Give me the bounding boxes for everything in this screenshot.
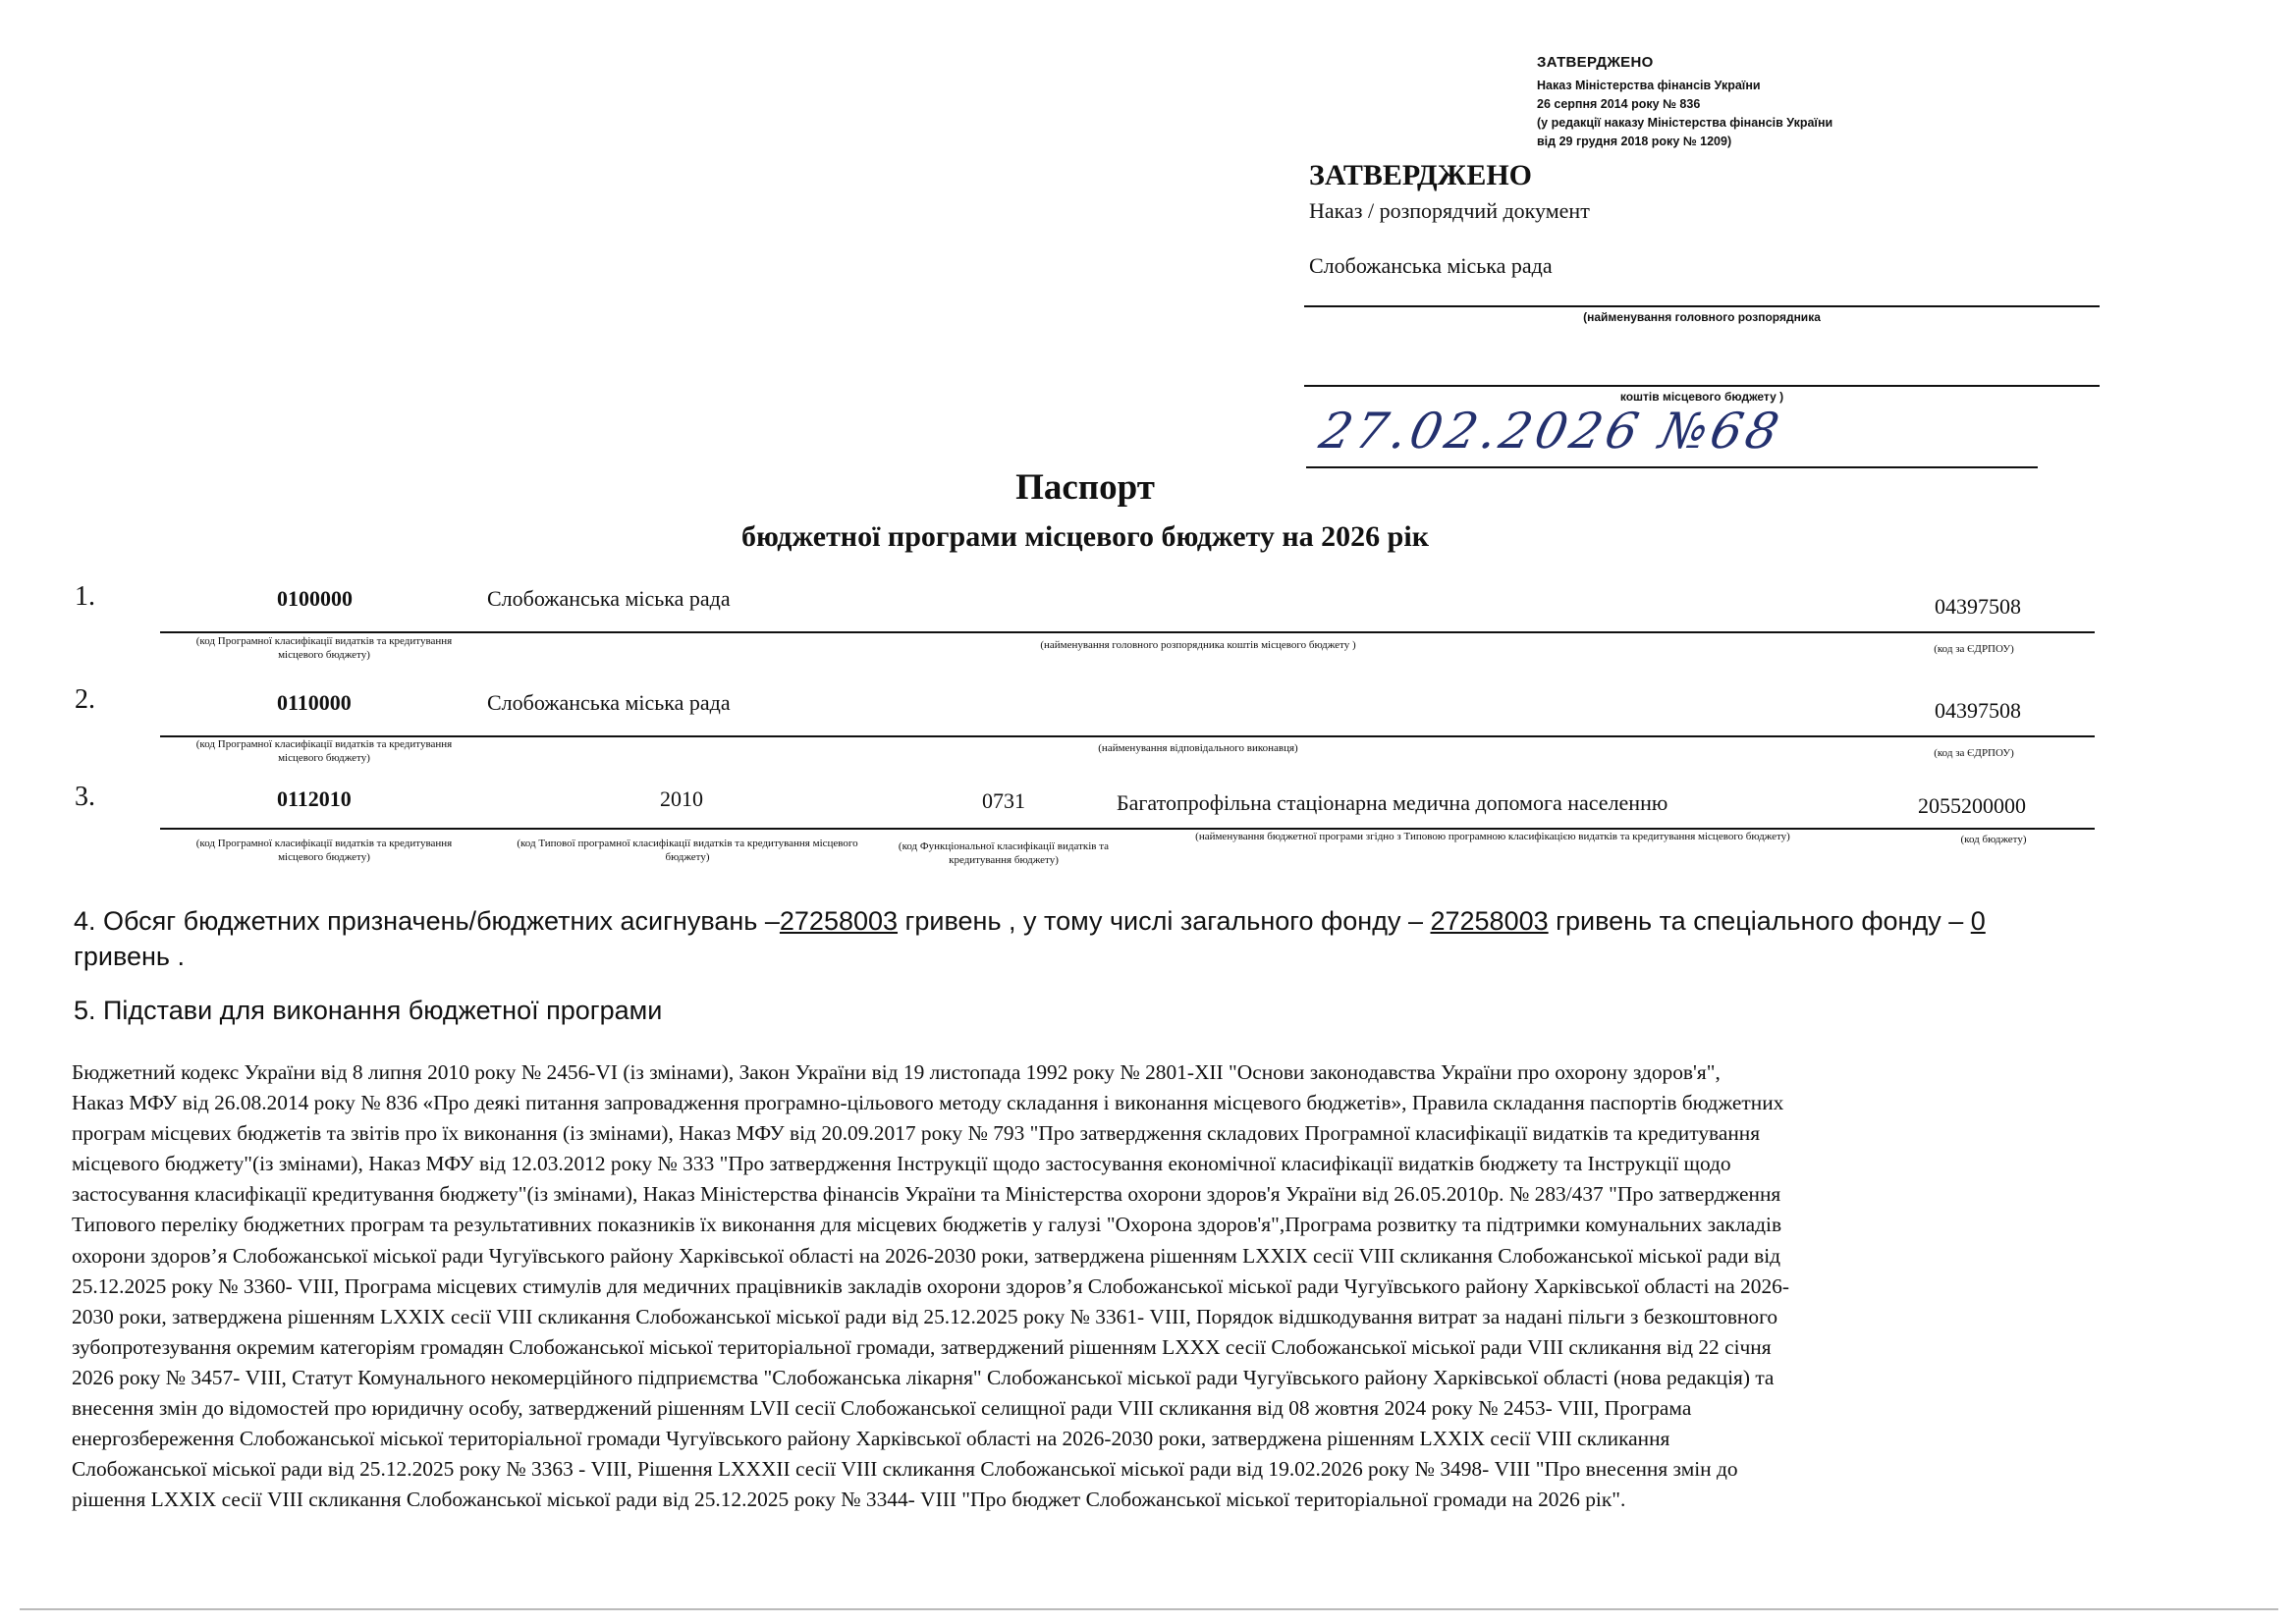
document-subtitle: бюджетної програми місцевого бюджету на 2026 рік — [741, 520, 1429, 553]
legal-line: програм місцевих бюджетів та звітів про їх виконання (із змінами), Наказ МФУ від 20.09.2017 року № 793 "Про затвердження складових Програмної класифікації видатків та кредитування — [72, 1121, 1761, 1146]
legal-line: 2030 роки, затверджена рішенням LXXIX сесії VIII скликання Слобожанської міської ради від 25.12.2025 року № 3361- VIII, Порядок відшкодування витрат за надані пільги з безкоштовного — [72, 1304, 1778, 1328]
page-bottom-edge — [20, 1608, 2278, 1610]
row-1-edrpou: 04397508 — [1935, 594, 2021, 619]
top-approval-stamp — [1537, 54, 1949, 151]
legal-line: охорони здоров’я Слобожанської міської ради Чугуївського району Харківської області на 2026-2030 роки, затверджена рішенням LXXIX сесії VIII скликання Слобожанської міської ради від — [72, 1243, 1781, 1268]
approval-caption-1: (найменування головного розпорядника — [1583, 310, 1821, 324]
row-3-caption-functional: (код Функціональної класифікації видатків та кредитування бюджету) — [898, 840, 1110, 866]
row-1-caption-edrpou: (код за ЄДРПОУ) — [1934, 643, 2014, 655]
approval-title: ЗАТВЕРДЖЕНО — [1309, 159, 1532, 191]
section4-middle-1: гривень , у тому числі загального фонду – — [898, 906, 1431, 936]
section4-special-fund: 0 — [1970, 906, 1986, 936]
row-1-caption-code: (код Програмної класифікації видатків та кредитування місцевого бюджету) — [195, 635, 453, 661]
section4-total-amount: 27258003 — [779, 906, 899, 936]
row-3-caption-budget: (код бюджету) — [1960, 834, 2027, 845]
row-1-name: Слобожанська міська рада — [487, 586, 731, 611]
legal-line: 25.12.2025 року № 3360- VIII, Програма місцевих стимулів для медичних працівників закладів охорони здоров’я Слобожанської міської ради Чугуївського району Харківської області на 2026- — [72, 1273, 1789, 1298]
row-2-program-code: 0110000 — [277, 690, 352, 715]
legal-line: Типового переліку бюджетних програм та результативних показників їх виконання для місцевих бюджетів у галузі "Охорона здоров'я",Програма розвитку та підтримки комунальних закладів — [72, 1213, 1782, 1237]
approval-caption-2: коштів місцевого бюджету ) — [1619, 390, 1784, 404]
section4-prefix: 4. Обсяг бюджетних призначень/бюджетних асигнувань – — [74, 906, 780, 936]
row-2-caption-name: (найменування відповідального виконавця) — [1098, 742, 1298, 754]
row-2-caption-code: (код Програмної класифікації видатків та кредитування місцевого бюджету) — [195, 738, 453, 764]
legal-line: застосування класифікації кредитування бюджету"(із змінами), Наказ Міністерства фінансів України та Міністерства охорони здоров'я України від 26.05.2010р. № 283/437 "Про затвердження — [72, 1182, 1781, 1207]
top-stamp-line: від 29 грудня 2018 року № 1209) — [1537, 135, 1732, 148]
section5-title: 5. Підстави для виконання бюджетної програми — [74, 996, 663, 1025]
row-3-caption-typical: (код Типової програмної класифікації видатків та кредитування місцевого бюджету) — [517, 838, 858, 863]
approval-rule-2 — [1304, 385, 2100, 387]
top-stamp-line: Наказ Міністерства фінансів України — [1537, 79, 1761, 92]
row-3-caption-code: (код Програмної класифікації видатків та кредитування місцевого бюджету) — [195, 838, 453, 863]
legal-line: енергозбереження Слобожанської міської територіальної громади Чугуївського району Харківської області на 2026-2030 роки, затверджена рішенням LXXIX сесії VIII скликання — [72, 1427, 1670, 1451]
legal-line: Наказ МФУ від 26.08.2014 року № 836 «Про деякі питання запровадження програмно-цільового методу складання і виконання місцевого бюджетів», Правила складання паспортів бюджетних — [72, 1091, 1784, 1115]
row-3-budget-code: 2055200000 — [1918, 793, 2026, 818]
row-1-caption-name: (найменування головного розпорядника коштів місцевого бюджету ) — [1040, 639, 1356, 651]
top-stamp-heading: ЗАТВЕРДЖЕНО — [1537, 54, 1654, 71]
document-title: Паспорт — [1015, 467, 1155, 508]
legal-line: Бюджетний кодекс України від 8 липня 2010 року № 2456-VI (із змінами), Закон України від 19 листопада 1992 року № 2801-XII "Основи законодавства України про охорону здоров'я", — [72, 1060, 1721, 1084]
legal-line: 2026 року № 3457- VIII, Статут Комунального некомерційного підприємства "Слобожанська лікарня" Слобожанської міської ради Чугуївського району Харківської області (нова редакція) та — [72, 1365, 1775, 1389]
legal-line: місцевого бюджету"(із змінами), Наказ МФУ від 12.03.2012 року № 333 "Про затвердження Інструкції щодо застосування економічної класифікації видатків бюджету та Інструкції щодо — [72, 1152, 1731, 1176]
legal-line: Слобожанської міської ради від 25.12.2025 року № 3363 - VIII, Рішення LXXXII сесії VIII скликання Слобожанської міської ради від 19.02.2026 року № 3498- VIII "Про внесення змін до — [72, 1457, 1738, 1482]
row-3-program-code: 0112010 — [277, 786, 352, 811]
section4-middle-2: гривень та спеціального фонду – — [1548, 906, 1971, 936]
row-1-number: 1. — [75, 581, 95, 612]
top-stamp-line: 26 серпня 2014 року № 836 — [1537, 97, 1701, 111]
row-3-name: Багатопрофільна стаціонарна медична допомога населенню — [1117, 790, 1668, 815]
row-1-program-code: 0100000 — [277, 586, 353, 611]
section4-general-fund: 27258003 — [1430, 906, 1549, 936]
legal-line: внесення змін до відомостей про юридичну особу, затверджений рішенням LVII сесії Слобожанської селищної ради VIII скликання від 08 жовтня 2024 року № 2453- VIII, Програма — [72, 1396, 1692, 1421]
approval-rule-1 — [1304, 305, 2100, 307]
row-3-number: 3. — [75, 782, 95, 812]
approval-subtitle: Наказ / розпорядчий документ — [1309, 198, 1590, 223]
row-3-caption-name: (найменування бюджетної програми згідно з Типовою програмною класифікацією видатків та кредитування місцевого бюджету) — [1195, 831, 1790, 842]
row-3-typical-code: 2010 — [660, 786, 703, 811]
section4-suffix: гривень . — [74, 942, 185, 971]
row-1-rule — [160, 631, 2095, 633]
approval-organization: Слобожанська міська рада — [1309, 253, 1553, 278]
row-2-name: Слобожанська міська рада — [487, 690, 731, 715]
top-stamp-line: (у редакції наказу Міністерства фінансів України — [1537, 116, 1833, 130]
row-2-edrpou: 04397508 — [1935, 698, 2021, 723]
row-2-number: 2. — [75, 684, 95, 715]
row-2-caption-edrpou: (код за ЄДРПОУ) — [1934, 747, 2014, 759]
legal-basis-text — [72, 1057, 2105, 1515]
legal-line: зубопротезування окремим категоріям громадян Слобожанської міської територіальної громади, затверджений рішенням LXXX сесії Слобожанської міської ради VIII скликання від 22 січня — [72, 1334, 1772, 1359]
handwritten-signature-date: 27.02.2026 №68 — [1314, 403, 1788, 460]
row-3-functional-code: 0731 — [982, 788, 1025, 813]
budget-amount-paragraph — [74, 903, 2097, 974]
legal-line: рішення LXXIX сесії VIII скликання Слобожанської міської ради від 25.12.2025 року № 3344- VIII "Про бюджет Слобожанської міської територіальної громади на 2026 рік". — [72, 1488, 1626, 1512]
